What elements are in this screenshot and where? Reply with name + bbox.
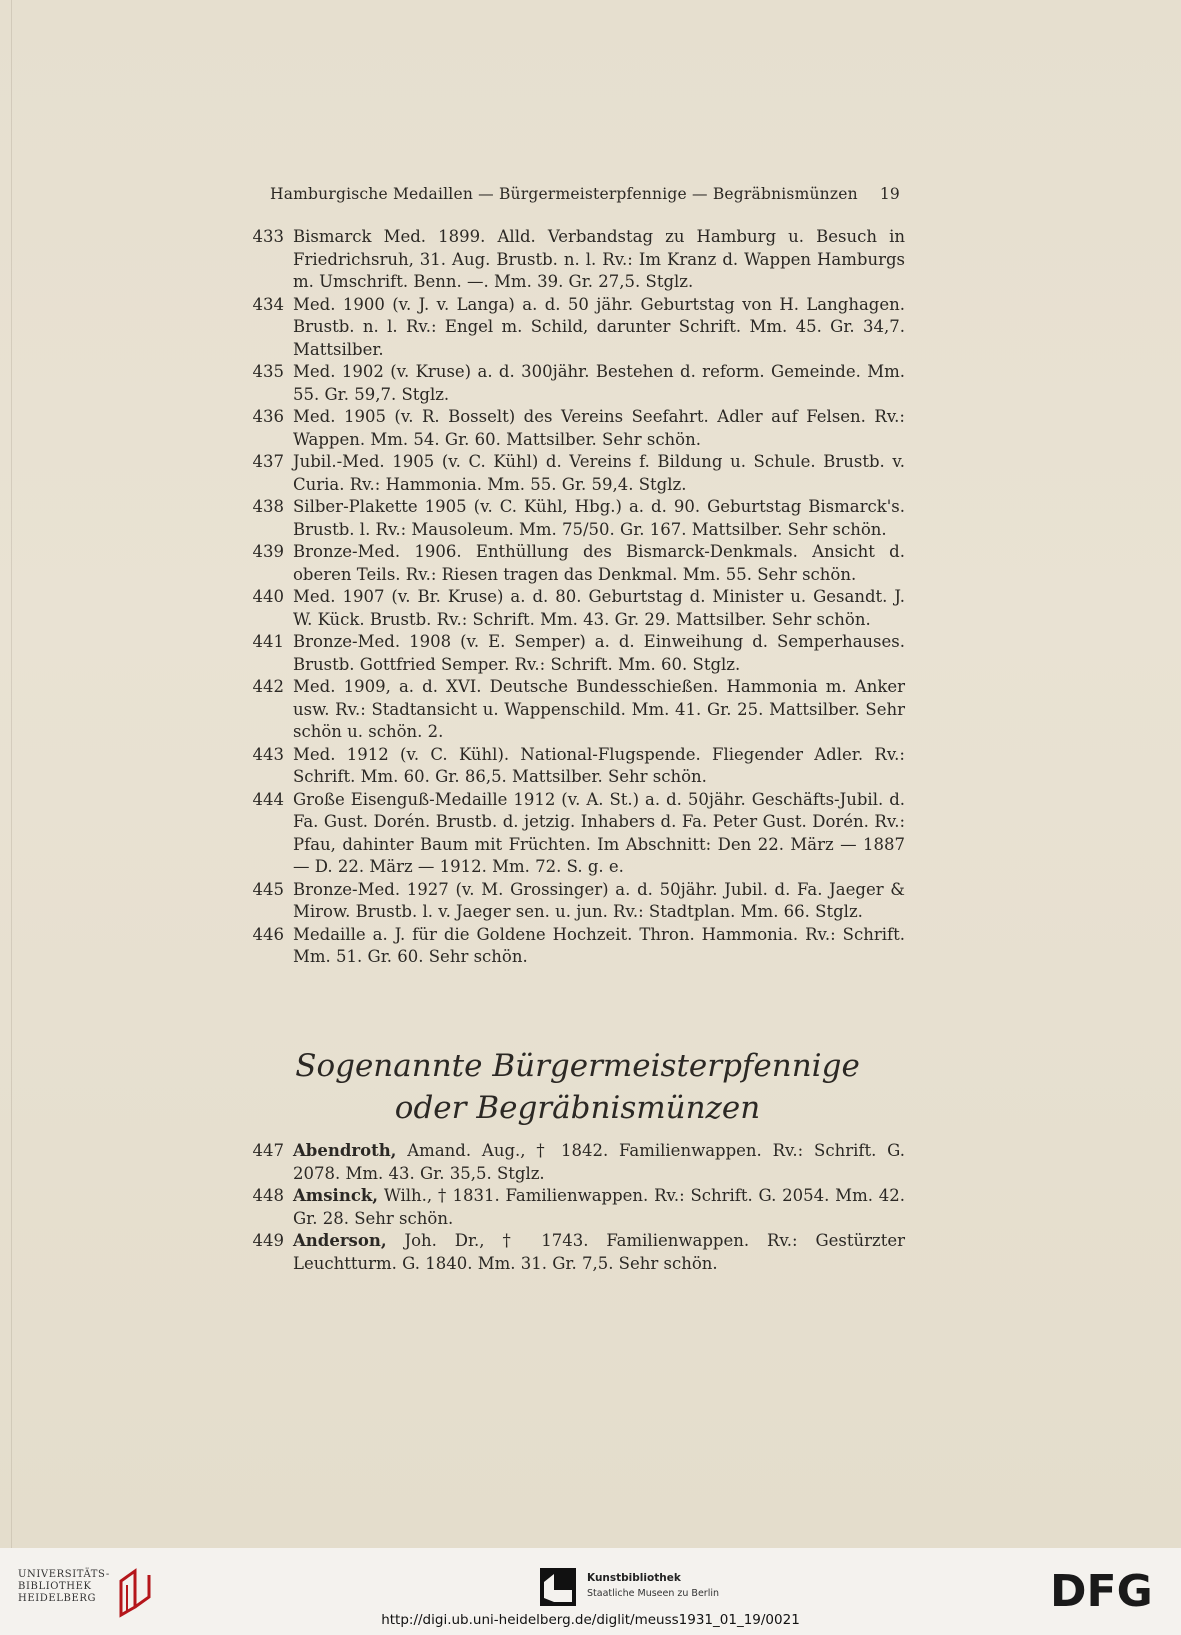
catalog-entries-pfennige xyxy=(250,1140,905,1275)
entry-number: 445 xyxy=(252,879,284,899)
catalog-entries-medals xyxy=(250,226,905,969)
catalog-entry xyxy=(250,406,905,451)
viewer-footer xyxy=(0,1548,1181,1635)
entry-text: Bronze-Med. 1908 (v. E. Semper) a. d. Einweihung d. Semperhauses. Brustb. Gottfried Semper. Rv.: Schrift. Mm. 60. Stglz. xyxy=(293,632,905,674)
kunstbibliothek-logo[interactable] xyxy=(540,1568,740,1608)
entry-text: Medaille a. J. für die Goldene Hochzeit. Thron. Hammonia. Rv.: Schrift. Mm. 51. Gr. 60. Sehr schön. xyxy=(293,924,905,966)
entry-text: Amand. Aug., † 1842. Familienwappen. Rv.: Schrift. G. 2078. Mm. 43. Gr. 35,5. Stglz. xyxy=(293,1141,905,1183)
entry-name: Amsinck, xyxy=(293,1186,379,1205)
catalog-entry xyxy=(250,361,905,406)
entry-name: Abendroth, xyxy=(293,1141,397,1160)
university-library-text xyxy=(18,1569,110,1605)
entry-text: Joh. Dr., † 1743. Familienwappen. Rv.: Gestürzter Leuchtturm. G. 1840. Mm. 31. Gr. 7,5. Sehr schön. xyxy=(293,1231,905,1273)
entry-text: Med. 1907 (v. Br. Kruse) a. d. 80. Geburtstag d. Minister u. Gesandt. J. W. Kück. Brustb. Rv.: Schrift. Mm. 43. Gr. 29. Mattsilber. Sehr schön. xyxy=(293,587,905,629)
university-library-logo[interactable] xyxy=(18,1567,158,1617)
catalog-entry xyxy=(250,496,905,541)
kunstbibliothek-mark-icon xyxy=(540,1568,576,1606)
entry-number: 439 xyxy=(252,542,284,561)
catalog-entry xyxy=(250,676,905,744)
entry-number: 434 xyxy=(252,294,284,314)
running-head-title: Hamburgische Medaillen — Bürgermeisterpfennige — Begräbnismünzen xyxy=(270,185,858,203)
catalog-entry xyxy=(250,1140,905,1185)
page-number: 19 xyxy=(879,185,900,203)
dfg-logo-text: DFG xyxy=(1050,1566,1153,1612)
catalog-entry xyxy=(250,879,905,924)
uni-line-1: UNIVERSITÄTS- xyxy=(18,1569,110,1580)
entry-number: 440 xyxy=(252,587,284,606)
catalog-entry xyxy=(250,631,905,676)
dfg-logo[interactable] xyxy=(1050,1566,1168,1612)
entry-text: Med. 1912 (v. C. Kühl). National-Flugspende. Fliegender Adler. Rv.: Schrift. Mm. 60. Gr. 86,5. Mattsilber. Sehr schön. xyxy=(293,744,905,786)
entry-number: 449 xyxy=(252,1231,284,1250)
kunstbibliothek-name: Kunstbibliothek xyxy=(587,1572,681,1584)
catalog-entry xyxy=(250,451,905,496)
entry-text: Med. 1909, a. d. XVI. Deutsche Bundesschießen. Hammonia m. Anker usw. Rv.: Stadtansicht u. Wappenschild. Mm. 41. Gr. 25. Mattsilber. Sehr schön u. schön. 2. xyxy=(293,677,905,741)
entry-text: Bronze-Med. 1927 (v. M. Grossinger) a. d. 50jähr. Jubil. d. Fa. Jaeger & Mirow. Brustb. l. v. Jaeger sen. u. jun. Rv.: Stadtplan. Mm. 66. Stglz. xyxy=(293,879,905,921)
entry-text: Med. 1905 (v. R. Bosselt) des Vereins Seefahrt. Adler auf Felsen. Rv.: Wappen. Mm. 54. Gr. 60. Mattsilber. Sehr schön. xyxy=(293,407,905,449)
catalog-entry xyxy=(250,1185,905,1230)
section-heading-line-1: Sogenannte Bürgermeisterpfennige xyxy=(295,1048,860,1084)
entry-number: 447 xyxy=(252,1141,284,1160)
entry-number: 436 xyxy=(252,407,284,426)
entry-text: Jubil.-Med. 1905 (v. C. Kühl) d. Vereins f. Bildung u. Schule. Brustb. v. Curia. Rv.: Hammonia. Mm. 55. Gr. 59,4. Stglz. xyxy=(293,452,905,494)
permalink-url[interactable]: http://digi.ub.uni-heidelberg.de/diglit/meuss1931_01_19/0021 xyxy=(381,1612,800,1628)
entry-text: Med. 1902 (v. Kruse) a. d. 300jähr. Bestehen d. reform. Gemeinde. Mm. 55. Gr. 59,7. Stglz. xyxy=(293,362,905,404)
entry-number: 448 xyxy=(252,1186,284,1205)
catalog-entry xyxy=(250,226,905,294)
entry-text: Med. 1900 (v. J. v. Langa) a. d. 50 jähr. Geburtstag von H. Langhagen. Brustb. n. l. Rv.: Engel m. Schild, darunter Schrift. Mm. 45. Gr. 34,7. Mattsilber. xyxy=(293,294,905,359)
catalog-entry xyxy=(250,541,905,586)
catalog-entry xyxy=(250,1230,905,1275)
entry-number: 437 xyxy=(252,452,284,471)
entry-text: Bismarck Med. 1899. Alld. Verbandstag zu Hamburg u. Besuch in Friedrichsruh, 31. Aug. Brustb. n. l. Rv.: Im Kranz d. Wappen Hamburgs m. Umschrift. Benn. —. Mm. 39. Gr. 27,5. Stglz. xyxy=(293,227,905,291)
page-edge-line xyxy=(11,0,12,1548)
running-head xyxy=(270,185,900,207)
entry-name: Anderson, xyxy=(293,1231,387,1250)
entry-number: 446 xyxy=(252,924,284,944)
section-heading xyxy=(250,1045,905,1129)
catalog-entry xyxy=(250,586,905,631)
catalog-entry xyxy=(250,294,905,362)
entry-number: 435 xyxy=(252,362,284,381)
entry-number: 444 xyxy=(252,789,284,809)
uni-line-3: HEIDELBERG xyxy=(18,1593,97,1604)
entry-number: 433 xyxy=(252,227,284,246)
catalog-entry xyxy=(250,744,905,789)
catalog-entry xyxy=(250,789,905,879)
entry-text: Bronze-Med. 1906. Enthüllung des Bismarck-Denkmals. Ansicht d. oberen Teils. Rv.: Riesen tragen das Denkmal. Mm. 55. Sehr schön. xyxy=(293,542,905,584)
entry-text: Große Eisenguß-Medaille 1912 (v. A. St.) a. d. 50jähr. Geschäfts-Jubil. d. Fa. Gust. Dorén. Brustb. d. jetzig. Inhabers d. Fa. Peter Gust. Dorén. Rv.: Pfau, dahinter Baum mit Früchten. Im Abschnitt: Den 22. März — 1887 — D. 22. März — 1912. Mm. 72. S. g. e. xyxy=(293,789,905,876)
section-heading-line-2: oder Begräbnismünzen xyxy=(394,1090,761,1126)
entry-number: 442 xyxy=(252,677,284,696)
entry-number: 441 xyxy=(252,632,284,651)
catalog-entry xyxy=(250,924,905,969)
uni-line-2: BIBLIOTHEK xyxy=(18,1581,92,1592)
kunstbibliothek-subtitle: Staatliche Museen zu Berlin xyxy=(587,1588,720,1599)
entry-number: 438 xyxy=(252,497,284,516)
entry-text: Silber-Plakette 1905 (v. C. Kühl, Hbg.) a. d. 90. Geburtstag Bismarck's. Brustb. l. Rv.: Mausoleum. Mm. 75/50. Gr. 167. Mattsilber. Sehr schön. xyxy=(293,497,905,539)
entry-number: 443 xyxy=(252,744,284,764)
entry-text: Wilh., † 1831. Familienwappen. Rv.: Schrift. G. 2054. Mm. 42. Gr. 28. Sehr schön. xyxy=(293,1186,905,1228)
